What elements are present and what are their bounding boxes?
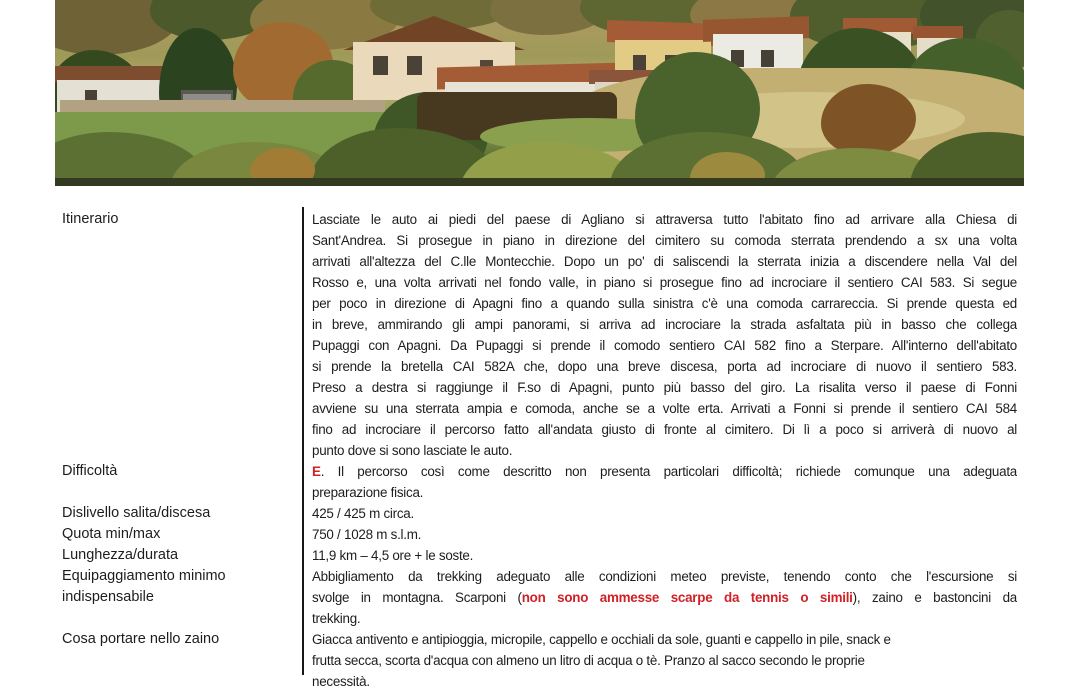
body-text: punto dove si sono lasciate le auto. [312, 443, 513, 458]
text-line [312, 314, 1017, 335]
text-line [312, 671, 1017, 692]
text-line [312, 650, 1017, 671]
photo-bottom-edge [55, 178, 1024, 186]
column-divider [302, 207, 304, 675]
text-line [312, 377, 1017, 398]
body-text: Giacca antivento e antipioggia, micropile, cappello e occhiali da sole, guanti e cappello in pile, snack e [312, 632, 891, 647]
body-text: si prende la bretella CAI 582A che, dopo una breve discesa, porta ad incrociare di nuovo il sentiero 583. [312, 359, 1017, 374]
body-text: necessità. [312, 674, 370, 689]
field-label: Equipaggiamento minimo [62, 568, 226, 584]
text-line [312, 398, 1017, 419]
body-text: in breve, ammirando gli ampi panorami, si arriva ad incrociare la strada asfaltata più in basso che collega [312, 317, 1017, 332]
highlighted-text: E [312, 464, 321, 479]
village-landscape-photo [55, 0, 1024, 186]
field-label: Quota min/max [62, 526, 161, 542]
highlighted-text: non sono ammesse scarpe da tennis o simili [521, 590, 853, 605]
body-text: preparazione fisica. [312, 485, 424, 500]
body-text: trekking. [312, 611, 361, 626]
body-text: per poco in direzione di Apagni fino a quando sulla sinistra c'è una comoda carrareccia. Si prende questa ed [312, 296, 1017, 311]
text-line [312, 629, 1017, 650]
photo-window [407, 56, 422, 75]
body-text: Abbigliamento da trekking adeguato alle condizioni meteo previste, tenendo conto che l'escursione si [312, 569, 1017, 584]
text-line [312, 230, 1017, 251]
body-text: ), zaino e bastoncini da [852, 590, 1017, 605]
text-line [312, 440, 1017, 461]
field-label: Lunghezza/durata [62, 547, 179, 563]
body-text: arrivati all'altezza del C.lle Montecchie. Dopo un po' di saliscendi la sterrata inizia a discendere nella Val del [312, 254, 1017, 269]
body-text: Lasciate le auto ai piedi del paese di Agliano si attraversa tutto l'abitato fino ad arrivare alla Chiesa di [312, 212, 1017, 227]
text-line [312, 566, 1017, 587]
body-text: 750 / 1028 m s.l.m. [312, 527, 422, 542]
body-text: Sant'Andrea. Si prosegue in piano in direzione del cimitero su comoda sterrata prendendo a sx una volta [312, 233, 1017, 248]
text-line [312, 608, 1017, 629]
text-line [312, 503, 1017, 524]
text-line [312, 587, 1017, 608]
photo-window [373, 56, 388, 75]
text-line [312, 461, 1017, 482]
text-line [312, 356, 1017, 377]
body-text: Pupaggi con Apagni. Da Pupaggi si prende il comodo sentiero CAI 582 fino a Sterpare. All'interno dell'abitato [312, 338, 1017, 353]
text-line [312, 482, 1017, 503]
text-line [312, 293, 1017, 314]
field-label: Cosa portare nello zaino [62, 631, 220, 647]
field-label: indispensabile [62, 589, 154, 605]
body-text: fino ad incrociare il percorso fatto all'andata giusto di fronte al cimitero. Di lì a poco si arriverà di nuovo al [312, 422, 1017, 437]
text-line [312, 419, 1017, 440]
field-label: Dislivello salita/discesa [62, 505, 211, 521]
text-line [312, 209, 1017, 230]
body-text: svolge in montagna. Scarponi ( [312, 590, 522, 605]
body-text: Preso a destra si raggiunge il F.so di Apagni, punto più basso del giro. La risalita verso il paese di Fonni [312, 380, 1017, 395]
text-line [312, 251, 1017, 272]
text-line [312, 524, 1017, 545]
text-line [312, 272, 1017, 293]
body-text: 425 / 425 m circa. [312, 506, 414, 521]
body-text: frutta secca, scorta d'acqua con almeno un litro di acqua o tè. Pranzo al sacco secondo le proprie [312, 653, 865, 668]
photo-window [761, 50, 774, 67]
text-line [312, 335, 1017, 356]
body-text: . Il percorso così come descritto non presenta particolari difficoltà; richiede comunque una adeguata [320, 464, 1017, 479]
body-text: Rosso e, una volta arrivati nel fondo valle, in piano si prosegue fino ad incrociare il sentiero CAI 583. Si segue [312, 275, 1017, 290]
field-label: Difficoltà [62, 463, 118, 479]
body-text: 11,9 km – 4,5 ore + le soste. [312, 548, 474, 563]
body-text: avviene su una sterrata ampia e comoda, anche se a volte erta. Arrivati a Fonni si prende il sentiero CAI 584 [312, 401, 1017, 416]
text-line [312, 545, 1017, 566]
field-label: Itinerario [62, 211, 119, 227]
description-column [312, 209, 1017, 692]
